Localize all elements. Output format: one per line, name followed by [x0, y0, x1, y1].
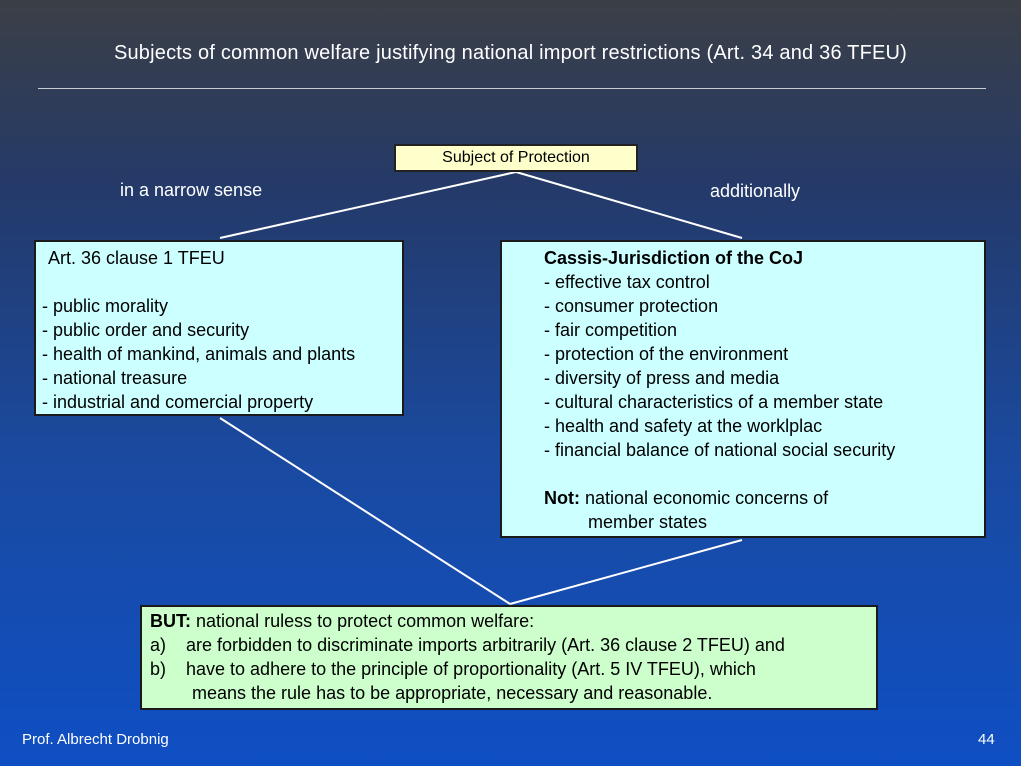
connector-header-to-left [220, 172, 516, 238]
condition-b-continuation: means the rule has to be appropriate, necessary and reasonable. [192, 683, 713, 703]
art36-box [34, 240, 404, 416]
list-item: - effective tax control [544, 272, 710, 292]
art36-heading: Art. 36 clause 1 TFEU [48, 248, 225, 268]
list-item: - national treasure [42, 368, 188, 388]
but-text: national ruless to protect common welfare: [196, 611, 535, 631]
cassis-heading: Cassis-Jurisdiction of the CoJ [544, 248, 804, 268]
not-text: national economic concerns of [585, 488, 829, 508]
condition-b-key: b) [150, 659, 167, 679]
but-line [150, 609, 868, 633]
cassis-box [500, 240, 986, 538]
list-item: - public morality [42, 296, 169, 316]
condition-a [150, 633, 868, 657]
subject-of-protection-box: Subject of Protection [394, 144, 638, 172]
not-label: Not: [544, 488, 580, 508]
condition-b-text: have to adhere to the principle of proportionality (Art. 5 IV TFEU), which [186, 659, 756, 679]
list-item: - fair competition [544, 320, 678, 340]
list-item: - protection of the environment [544, 344, 789, 364]
but-box [140, 605, 878, 710]
condition-b [150, 657, 868, 681]
connector-header-to-right [516, 172, 742, 238]
list-item: - diversity of press and media [544, 368, 780, 388]
list-item: - health of mankind, animals and plants [42, 344, 356, 364]
page-number: 44 [978, 731, 995, 748]
not-line [544, 486, 974, 510]
condition-a-key: a) [150, 635, 167, 655]
additionally-label: additionally [710, 181, 801, 201]
slide-title: Subjects of common welfare justifying national import restrictions (Art. 34 and 36 TFEU) [113, 42, 908, 64]
not-text-continuation: member states [588, 512, 708, 532]
connector-left-to-bottom [220, 418, 510, 604]
list-item: - industrial and comercial property [42, 392, 314, 412]
author-footer: Prof. Albrecht Drobnig [22, 731, 169, 748]
condition-a-text: are forbidden to discriminate imports arbitrarily (Art. 36 clause 2 TFEU) and [186, 635, 785, 655]
but-label: BUT: [150, 611, 191, 631]
narrow-sense-label: in a narrow sense [120, 180, 263, 200]
list-item: - cultural characteristics of a member state [544, 392, 884, 412]
list-item: - health and safety at the worklplac [544, 416, 823, 436]
connector-right-to-bottom [510, 540, 742, 604]
list-item: - consumer protection [544, 296, 719, 316]
list-item: - public order and security [42, 320, 250, 340]
list-item: - financial balance of national social security [544, 440, 896, 460]
